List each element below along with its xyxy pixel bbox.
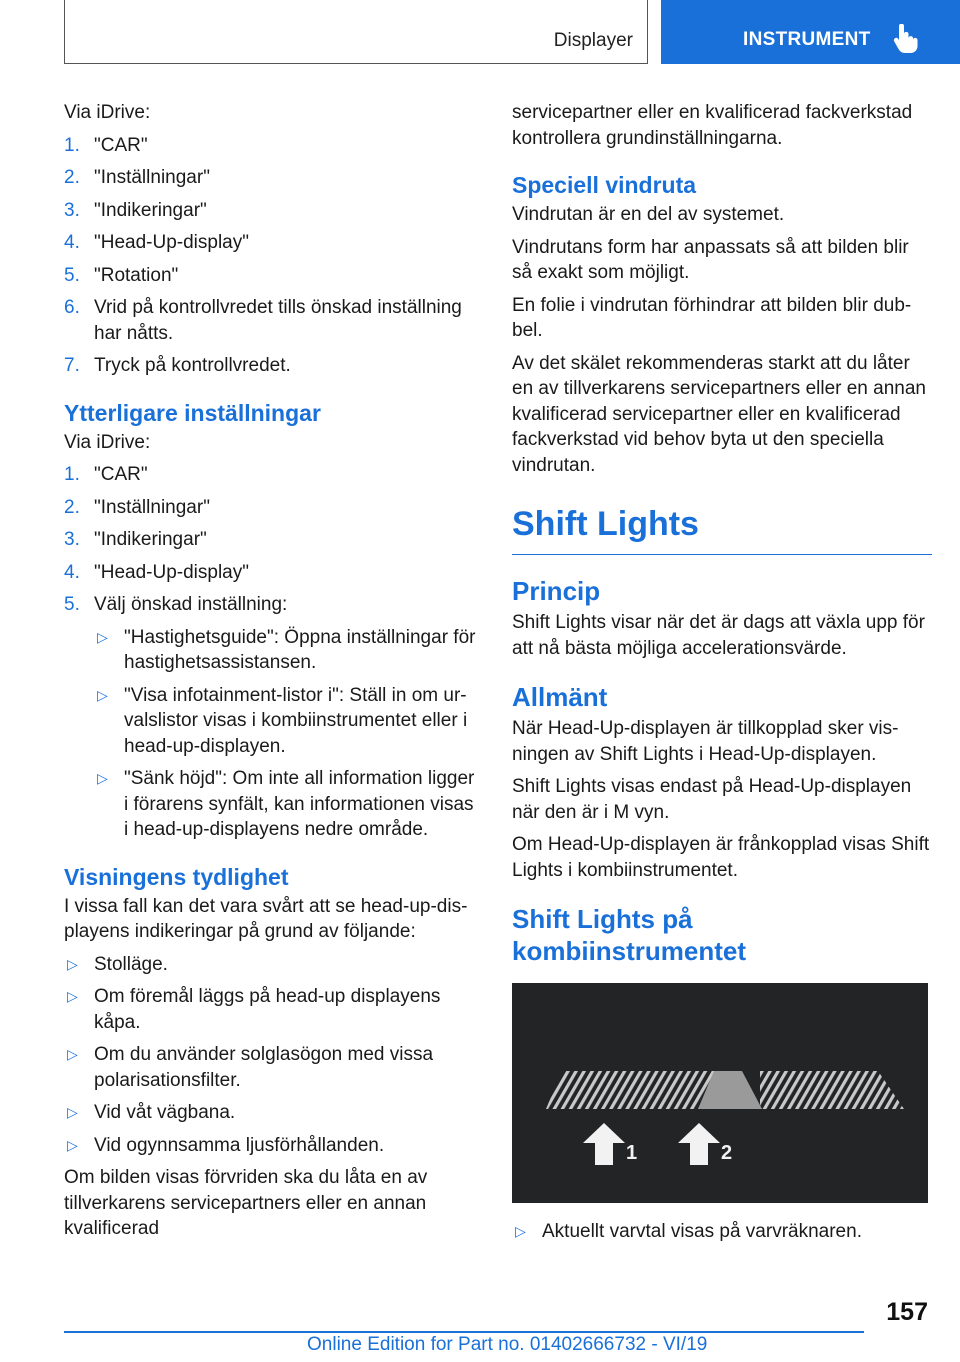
paragraph: Shift Lights visar när det är dags att växla upp för att nå bästa möjliga accelerationsvärde. [512,612,925,659]
arrow-1-icon [583,1123,625,1165]
heading-visibility: Visningens tydlighet [64,863,289,890]
tab-instrument[interactable] [661,0,960,64]
right-column [512,100,932,1252]
list-item: ▷ Stolläge. [64,952,480,978]
footer-edition: Online Edition for Part no. 01402666732 - VI/19 [307,1334,708,1355]
triangle-bullet-icon: ▷ [515,1223,526,1239]
paragraph: När Head-Up-displayen är tillkopplad sker visningen av Shift Lights i Head-Up-displayen. [512,718,899,765]
list-item: 3. "Indikeringar" [64,199,207,221]
list-item: ▷ "Sänk höjd": Om inte all information ligger i förarens synfält, kan informationen visas i head-up-displayens nedre område. [97,768,475,840]
paragraph: Shift Lights visas endast på Head-Up-displayen när den är i M vyn. [512,776,912,823]
heading-shift-lights-cluster: Shift Lights på kombiinstrumentet [512,904,747,966]
list-item: 4. "Head-Up-display" [64,561,249,583]
list-item: ▷ "Visa infotainment-listor i": Ställ in om urvalslistor visas i kombiinstrumentet eller i head-up-displayen. [97,684,468,757]
shift-lights-illustration [512,983,928,1203]
shift-lights-figure [512,983,928,1203]
triangle-bullet-icon: ▷ [67,955,78,972]
triangle-bullet-icon: ▷ [67,1136,78,1153]
list-item: ▷ Om du använder solglasögon med vissa polarisationsfilter. [67,1044,434,1091]
list-item: 5. "Rotation" [64,264,179,286]
triangle-bullet-icon: ▷ [67,1104,78,1120]
list-item: 3. "Indikeringar" [64,529,207,550]
visibility-text: I vissa fall kan det vara svårt att se head-up-displayens indikeringar på grund av följande: [64,895,468,942]
figure-bullet-list [512,1219,932,1245]
list-item: ▷ Vid ogynnsamma ljusförhållanden. [64,1133,480,1159]
left-column [64,100,480,1249]
heading-general: Allmänt [512,682,608,712]
via-idrive-text: Via iDrive: [64,102,151,123]
tab-displayer[interactable] [64,0,648,64]
paragraph: En folie i vindrutan förhindrar att bilden blir dubbel. [512,294,912,341]
list-item: 6. Vrid på kontrollvredet tills önskad inställning har nåtts. [64,297,462,344]
triangle-bullet-icon: ▷ [97,628,108,645]
steps-list-1 [64,133,480,379]
list-item: 1. "CAR" [64,464,148,485]
arrow-2-icon [678,1123,720,1165]
list-item: 5. Välj önskad inställning: ▷ "Hastighetsguide": Öppna inställningar för hastighetsassistansen. ▷ "Visa infotainment-listor i": Ställ in om urvalslistor visas i kombiinstrumentet eller i head-up-displayen. ▷ "Sänk höjd": Om inte all information ligger i förarens synfält, kan informationen visas i head-up-displayens nedre område. [64,592,480,843]
list-item: 2. "Inställningar" [64,496,210,518]
continued-text: servicepartner eller en kvalificerad fackverkstad kontrollera grundinställningarna. [512,102,913,149]
tab-displayer-label: Displayer [553,30,633,51]
footer-divider [64,1331,864,1333]
triangle-bullet-icon: ▷ [97,686,108,703]
via-idrive-text-2: Via iDrive: [64,431,151,453]
list-item: ▷ Vid våt vägbana. [64,1100,480,1126]
triangle-bullet-icon: ▷ [67,1046,78,1062]
list-item: 4. "Head-Up-display" [64,232,249,253]
figure-label-1: 1 [626,1142,638,1164]
sub-bullet-list [94,625,480,843]
list-item: 7. Tryck på kontrollvredet. [64,355,291,376]
paragraph: Vindrutan är en del av systemet. [512,204,785,225]
list-item: ▷ "Hastighetsguide": Öppna inställningar för hastighetsassistansen. [97,626,476,673]
tab-instrument-label: INSTRUMENT [743,29,871,50]
triangle-bullet-icon: ▷ [97,770,108,786]
list-item: ▷ Om föremål läggs på head-up displayens kåpa. [67,986,441,1033]
paragraph: Om Head-Up-displayen är frånkopplad visas Shift Lights i kombiinstrumentet. [512,834,930,881]
heading-special-windscreen: Speciell vindruta [512,172,697,198]
hand-pointer-icon [893,24,919,54]
steps-list-2 [64,462,480,843]
paragraph: Vindrutans form har anpassats så att bilden blir så exakt som möjligt. [512,236,909,283]
heading-more-settings: Ytterligare inställningar [64,399,321,426]
visibility-end-text: Om bilden visas förvriden ska du låta en av tillverkarens servicepartners eller en annan kvalificerad [64,1167,428,1239]
heading-principle: Princip [512,576,601,606]
shift-lights-bar [760,1071,904,1109]
page-number: 157 [886,1298,928,1326]
list-item: ▷ Aktuellt varvtal visas på varvräknaren. [512,1219,932,1245]
triangle-bullet-icon: ▷ [67,988,78,1004]
heading-shift-lights: Shift Lights [512,504,932,555]
paragraph: Av det skälet rekommenderas starkt att du låter en av tillverkarens servicepartners eller en annan kvalificerad servicepartner eller en kvalificerad fackverkstad vid behov byta ut den speciella vindrutan. [512,352,926,476]
visibility-bullet-list [64,952,480,1159]
list-item: 2. "Inställningar" [64,167,210,188]
list-item: 1. "CAR" [64,134,148,156]
figure-label-2: 2 [721,1142,733,1164]
